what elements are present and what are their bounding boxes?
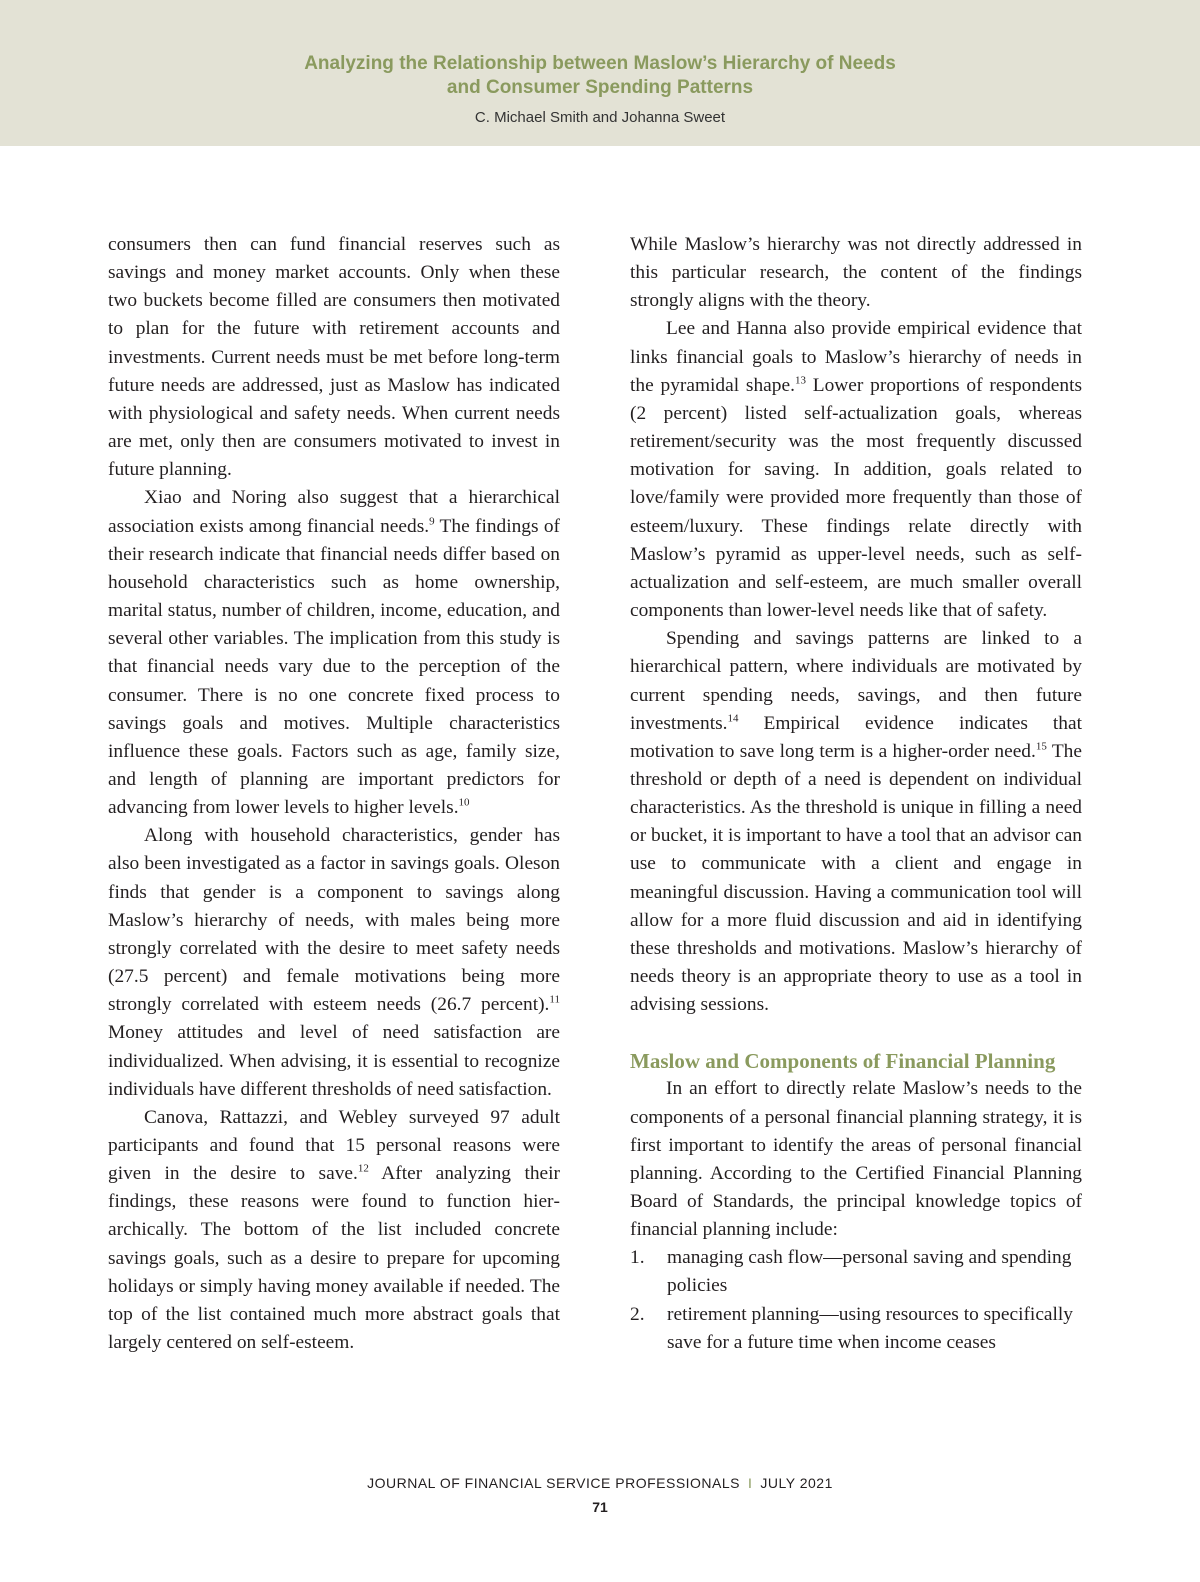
paragraph-text: Empirical evidence indicates that motivation to save long term is a higher-order need. xyxy=(630,712,1082,762)
footer-separator: I xyxy=(748,1475,753,1491)
article-title-line-1: Analyzing the Relationship between Maslow’s Hierarchy of Needs xyxy=(304,53,896,74)
article-title-line-2: and Consumer Spending Patterns xyxy=(446,77,754,98)
footnote-ref: 12 xyxy=(357,1162,369,1175)
paragraph xyxy=(108,484,560,822)
footnote-ref: 13 xyxy=(794,374,806,387)
paragraph-text: The findings of their research indicate that financial needs differ based on household characteristics such as home ownership, marital status, number of children, income, education, and several other variables. The implication from this study is that financial needs vary due to the perception of the consumer. There is no one concrete fixed process to savings goals and motives. Multiple characteristics influence these goals. Factors such as age, family size, and length of planning are important predictors for advancing from lower levels to higher levels. xyxy=(108,515,560,819)
list-item-text: retirement planning—using resources to specifically save for a future time when income ceases xyxy=(667,1303,1074,1353)
paragraph xyxy=(108,1104,560,1357)
paragraph: consumers then can fund financial reserves such as savings and money market accounts. Only when these two buckets become filled are consumers then motivated to plan for the future with retirement accounts and investments. Current needs must be met before long-term future needs are addressed, just as Maslow has indicated with physiological and safety needs. When current needs are met, only then are consumers motivated to invest in future planning. xyxy=(108,234,560,481)
list-number: 1. xyxy=(630,1247,645,1269)
list-item xyxy=(630,1244,1082,1300)
paragraph-text: Lower proportions of respondents (2 percent) listed self-actualization goals, whereas retirement/security was the most frequently discussed motivation for saving. In addition, goals related to love/family were provided more frequently than those of esteem/luxury. These findings relate directly with Maslow’s pyramid as upper-level needs, such as self-actualization and self-esteem, are much smaller overall components than lower-level needs like that of safety. xyxy=(630,374,1082,622)
paragraph-text: Along with household characteristics, gender has also been investigated as a factor in savings goals. Oleson finds that gender is a component to savings along Maslow’s hierarchy of needs, with males being more strongly correlated with the desire to meet safety needs (27.5 percent) and female motivations being more strongly correlated with esteem needs (26.7 percent). xyxy=(108,825,560,1016)
list-item-text: managing cash flow—personal saving and spending policies xyxy=(667,1247,1072,1297)
paragraph-text: Money attitudes and level of need satisfaction are individualized. When advising, it is essential to recognize individuals have different thresholds of need satisfaction. xyxy=(108,1022,560,1100)
journal-name: JOURNAL OF FINANCIAL SERVICE PROFESSIONALS xyxy=(367,1475,741,1491)
right-column xyxy=(630,231,1082,1357)
list-item xyxy=(630,1301,1082,1357)
list-number: 2. xyxy=(630,1303,645,1325)
left-column xyxy=(108,231,560,1357)
paragraph-text: Canova, Rattazzi, and Webley surveyed 97 adult participants and found that 15 personal reasons were given in the desire to save. xyxy=(108,1106,560,1185)
paragraph xyxy=(108,822,560,1104)
paragraph-text: Xiao and Noring also suggest that a hierarchical association exists among financial needs. xyxy=(108,487,560,537)
section-heading: Maslow and Components of Financial Planning xyxy=(630,1049,1056,1074)
article-title xyxy=(0,52,1200,100)
issue-date: JULY 2021 xyxy=(760,1475,833,1491)
paragraph-text: Spending and savings patterns are linked to a hierarchical pattern, where individuals are motivated by current spending needs, savings, and then future investments. xyxy=(630,628,1082,734)
footnote-ref: 11 xyxy=(549,993,560,1006)
footnote-ref: 14 xyxy=(727,712,739,725)
paragraph: While Maslow’s hierarchy was not directly addressed in this particular research, the content of the findings strongly aligns with the theory. xyxy=(630,234,1082,312)
paragraph-text: After analyzing their findings, these reasons were found to function hierarchically. The bottom of the list included concrete savings goals, such as a desire to prepare for upcoming holidays or simply having money available if needed. The top of the list contained much more abstract goals that largely centered on self-esteem. xyxy=(108,1163,560,1354)
journal-line xyxy=(0,1473,1200,1493)
running-header xyxy=(0,0,1200,146)
paragraph-text: Lee and Hanna also provide empirical evidence that links financial goals to Maslow’s hierarchy of needs in the pyramidal shape. xyxy=(630,318,1082,396)
paragraph xyxy=(630,315,1082,625)
page-number: 71 xyxy=(592,1499,608,1515)
paragraph: In an effort to directly relate Maslow’s needs to the components of a personal financial planning strategy, it is first important to identify the areas of personal financial planning. According to the Certified Financial Planning Board of Standards, the principal knowledge topics of financial planning include: xyxy=(630,1078,1082,1241)
running-footer xyxy=(0,1473,1200,1516)
footnote-ref: 15 xyxy=(1035,740,1047,753)
article-authors: C. Michael Smith and Johanna Sweet xyxy=(474,109,726,126)
paragraph xyxy=(630,625,1082,1019)
paragraph-text: The threshold or depth of a need is dependent on individual characteristics. As the threshold is unique in filling a need or bucket, it is important to have a tool that an advisor can use to communicate with a client and engage in meaningful discussion. Having a communication tool will allow for a more fluid discussion and aid in identifying these thresholds and motivations. Maslow’s hierarchy of needs theory is an appropriate theory to use as a tool in advising sessions. xyxy=(630,740,1082,1016)
footnote-ref: 10 xyxy=(458,796,470,809)
footnote-ref: 9 xyxy=(429,515,435,528)
